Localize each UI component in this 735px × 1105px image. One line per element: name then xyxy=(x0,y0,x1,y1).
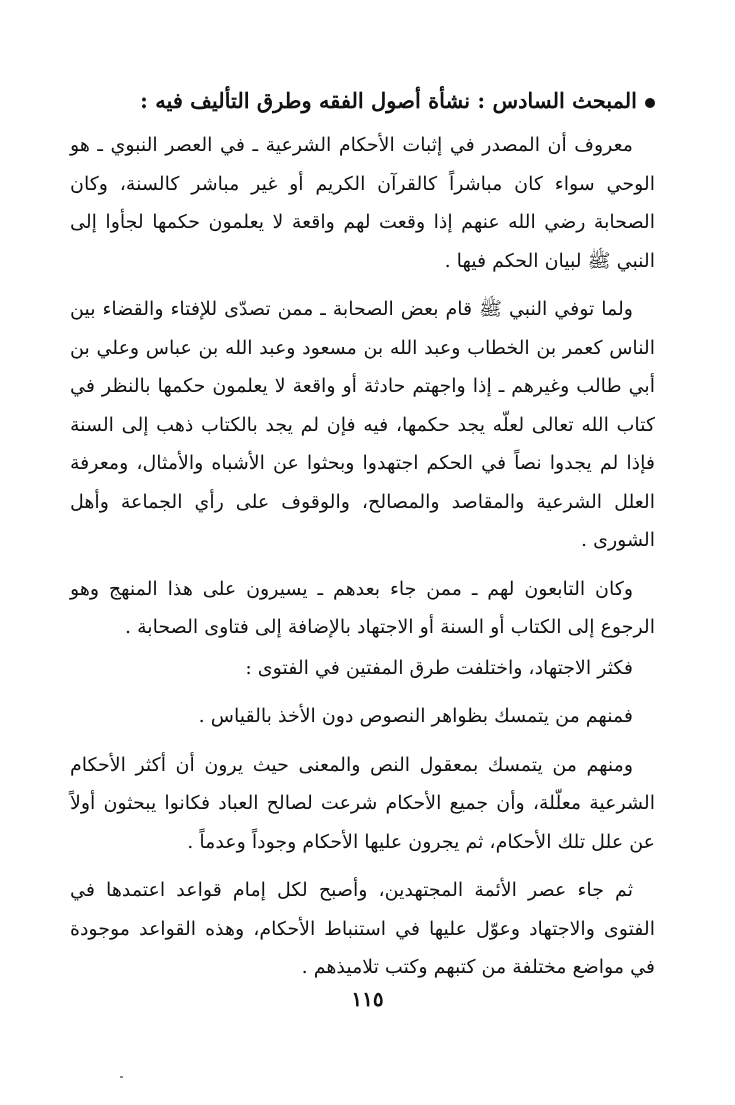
page-body xyxy=(70,82,655,997)
page-number: ١١٥ xyxy=(351,987,384,1011)
paragraph-7: ثم جاء عصر الأئمة المجتهدين، وأصبح لكل إمام قواعد اعتمدها في الفتوى والاجتهاد وعوّل عليها في استنباط الأحكام، وهذه القواعد موجودة في مواضع مختلفة من كتبهم وكتب تلاميذهم . xyxy=(70,879,655,978)
bullet-icon xyxy=(645,98,655,108)
paragraph-1: معروف أن المصدر في إثبات الأحكام الشرعية ـ في العصر النبوي ـ هو الوحي سواء كان مباشراً كالقرآن الكريم أو غير مباشر كالسنة، وكان الصحابة رضي الله عنهم إذا وقعت لهم واقعة لا يعلمون حكمها لجأوا إلى النبي ﷺ لبيان الحكم فيها . xyxy=(70,134,655,272)
section-heading-text: المبحث السادس : نشأة أصول الفقه وطرق التأليف فيه : xyxy=(140,88,637,113)
paragraph-6: ومنهم من يتمسك بمعقول النص والمعنى حيث يرون أن أكثر الأحكام الشرعية معلّلة، وأن جميع الأحكام شرعت لصالح العباد فكانوا يبحثون أولاً عن علل تلك الأحكام، ثم يجرون عليها الأحكام وجوداً وعدماً . xyxy=(70,753,655,853)
section-heading xyxy=(70,82,655,120)
paragraph-3: وكان التابعون لهم ـ ممن جاء بعدهم ـ يسيرون على هذا المنهج وهو الرجوع إلى الكتاب أو السنة أو الاجتهاد بالإضافة إلى فتاوى الصحابة . xyxy=(70,577,655,638)
paragraph-5: فمنهم من يتمسك بظواهر النصوص دون الأخذ بالقياس . xyxy=(198,705,633,727)
scan-speck xyxy=(120,1076,123,1078)
paragraph-2: ولما توفي النبي ﷺ قام بعض الصحابة ـ ممن تصدّى للإفتاء والقضاء بين الناس كعمر بن الخطاب وعبد الله بن مسعود وعبد الله بن عباس وعلي بن أبي طالب وغيرهم ـ إذا واجهتم حادثة أو واقعة لا يعلمون حكمها بالنظر في كتاب الله تعالى لعلّه يجد حكمها، فيه فإن لم يجد بالكتاب ذهب إلى السنة فإذا لم يجدوا نصاً في الحكم اجتهدوا وبحثوا عن الأشباه والأمثال، ومعرفة العلل الشرعية والمقاصد والمصالح، والوقوف على رأي الجماعة وأهل الشورى . xyxy=(70,298,655,551)
paragraph-4: فكثر الاجتهاد، واختلفت طرق المفتين في الفتوى : xyxy=(245,656,633,679)
